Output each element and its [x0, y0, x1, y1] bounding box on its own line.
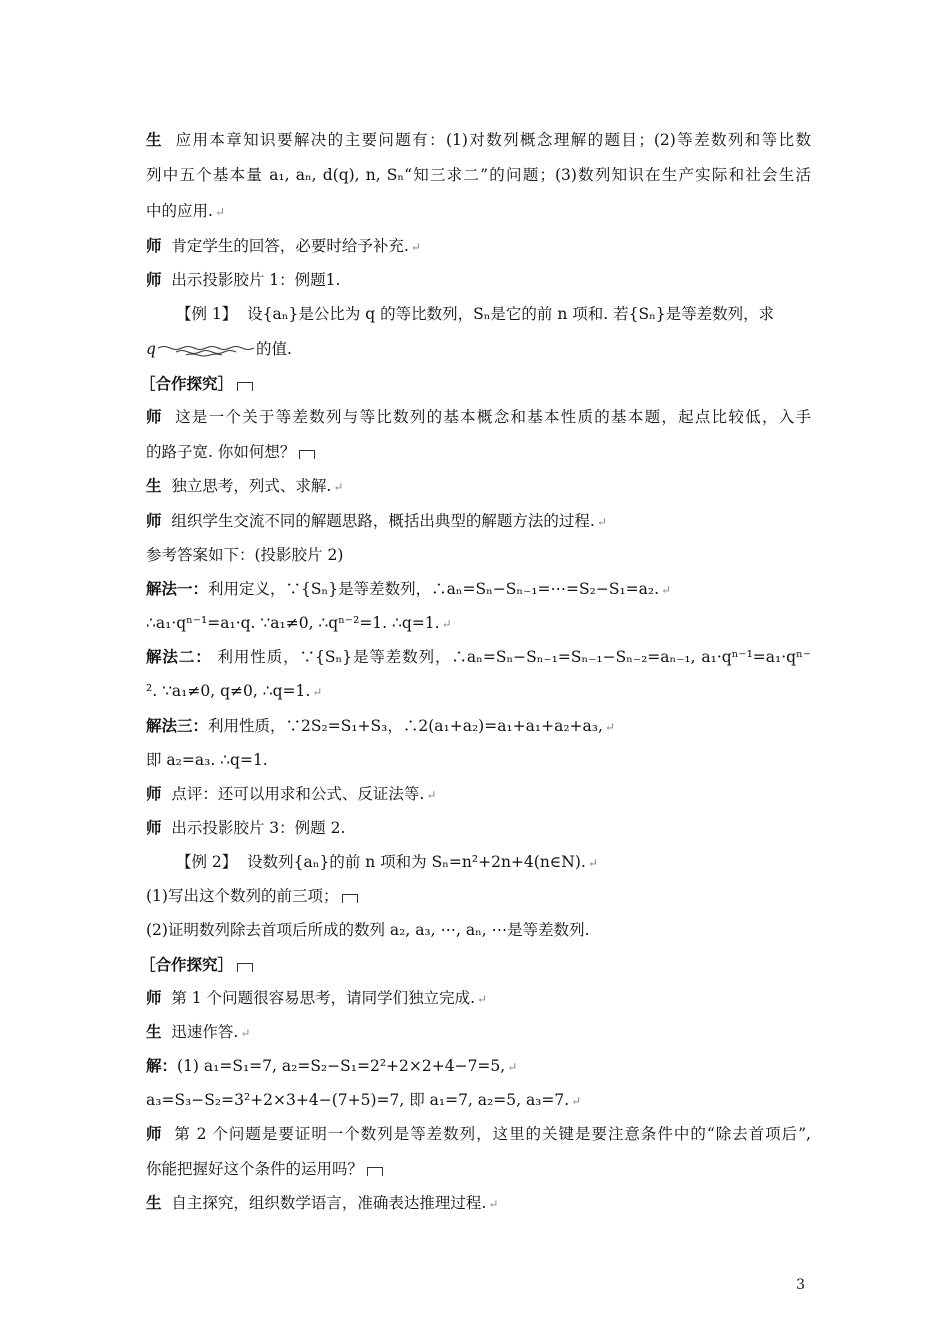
text-line: 师 出示投影胶片 3：例题 2.	[146, 818, 346, 837]
text-line: 师 第 1 个问题很容易思考，请同学们独立完成. ↵	[146, 988, 488, 1007]
text-line: 师 点评：还可以用求和公式、反证法等. ↵	[146, 784, 437, 803]
text-line: a₃=S₃−S₂=3²+2×3+4−(7+5)=7, 即 a₁=7, a₂=5, a₃=7. ↵	[146, 1091, 582, 1109]
text-line: 的路子宽. 你如何想？	[146, 442, 315, 462]
wavy-underline-icon	[156, 343, 256, 357]
text-line: (2)证明数列除去首项后所成的数列 a₂, a₃, ⋯, aₙ, ⋯是等差数列.	[146, 921, 590, 939]
answer-line: 解：(1) a₁=S₁=7, a₂=S₂−S₁=2²+2×2+4−7=5, ↵	[146, 1056, 518, 1075]
text-line: (1)写出这个数列的前三项；	[146, 886, 358, 906]
text-line: 生 自主探究，组织数学语言，准确表达推理过程. ↵	[146, 1193, 499, 1212]
text-line: 师 组织学生交流不同的解题思路，概括出典型的解题方法的过程. ↵	[146, 511, 607, 530]
text-line: 师 这是一个关于等差数列与等比数列的基本概念和基本性质的基本题，起点比较低，入手	[146, 407, 811, 426]
text-line: ². ∵a₁≠0, q≠0, ∴q=1. ↵	[146, 682, 323, 700]
solution-1: 解法一：利用定义，∵{Sₙ}是等差数列，∴aₙ=Sₙ−Sₙ₋₁=⋯=S₂−S₁=a₂. ↵	[146, 579, 672, 598]
text-line: 师 出示投影胶片 1：例题1.	[146, 270, 341, 289]
text-line: 师 第 2 个问题是要证明一个数列是等差数列，这里的关键是要注意条件中的“除去首项后”,	[146, 1124, 811, 1143]
text-line: 中的应用. ↵	[146, 202, 225, 220]
section-heading: ［合作探究］	[140, 372, 253, 394]
page-number: 3	[796, 1277, 805, 1293]
text-line: 师 肯定学生的回答，必要时给予补充. ↵	[146, 236, 421, 255]
text-line: q 的值.	[146, 340, 292, 358]
text-line: 参考答案如下：(投影胶片 2)	[146, 546, 344, 564]
solution-3: 解法三：利用性质，∵2S₂=S₁+S₃，∴2(a₁+a₂)=a₁+a₁+a₂+a₃, ↵	[146, 716, 615, 735]
example-1-statement: 【例 1】 设{aₙ}是公比为 q 的等比数列，Sₙ是它的前 n 项和. 若{Sₙ}是等差数列，求	[176, 305, 775, 323]
text-line: ∴a₁·qⁿ⁻¹=a₁·q. ∵a₁≠0, ∴qⁿ⁻²=1. ∴q=1. ↵	[146, 614, 452, 632]
solution-2: 解法二： 利用性质，∵{Sₙ}是等差数列，∴aₙ=Sₙ−Sₙ₋₁=Sₙ₋₁−Sₙ₋₂=aₙ₋₁, a₁·qⁿ⁻¹=a₁·qⁿ⁻	[146, 647, 811, 666]
text-line: 即 a₂=a₃. ∴q=1.	[146, 751, 268, 769]
text-line: 生 应用本章知识要解决的主要问题有：(1)对数列概念理解的题目；(2)等差数列和等比数	[146, 130, 811, 149]
text-line: 你能把握好这个条件的运用吗？	[146, 1159, 383, 1179]
example-2-statement: 【例 2】 设数列{aₙ}的前 n 项和为 Sₙ=n²+2n+4(n∈N). ↵	[176, 853, 598, 871]
text-line: 列中五个基本量 a₁, aₙ, d(q), n, Sₙ“知三求二”的问题；(3)数列知识在生产实际和社会生活	[146, 166, 811, 184]
text-line: 生 独立思考，列式、求解. ↵	[146, 476, 344, 495]
section-heading: ［合作探究］	[140, 953, 253, 975]
text-line: 生 迅速作答. ↵	[146, 1022, 251, 1041]
